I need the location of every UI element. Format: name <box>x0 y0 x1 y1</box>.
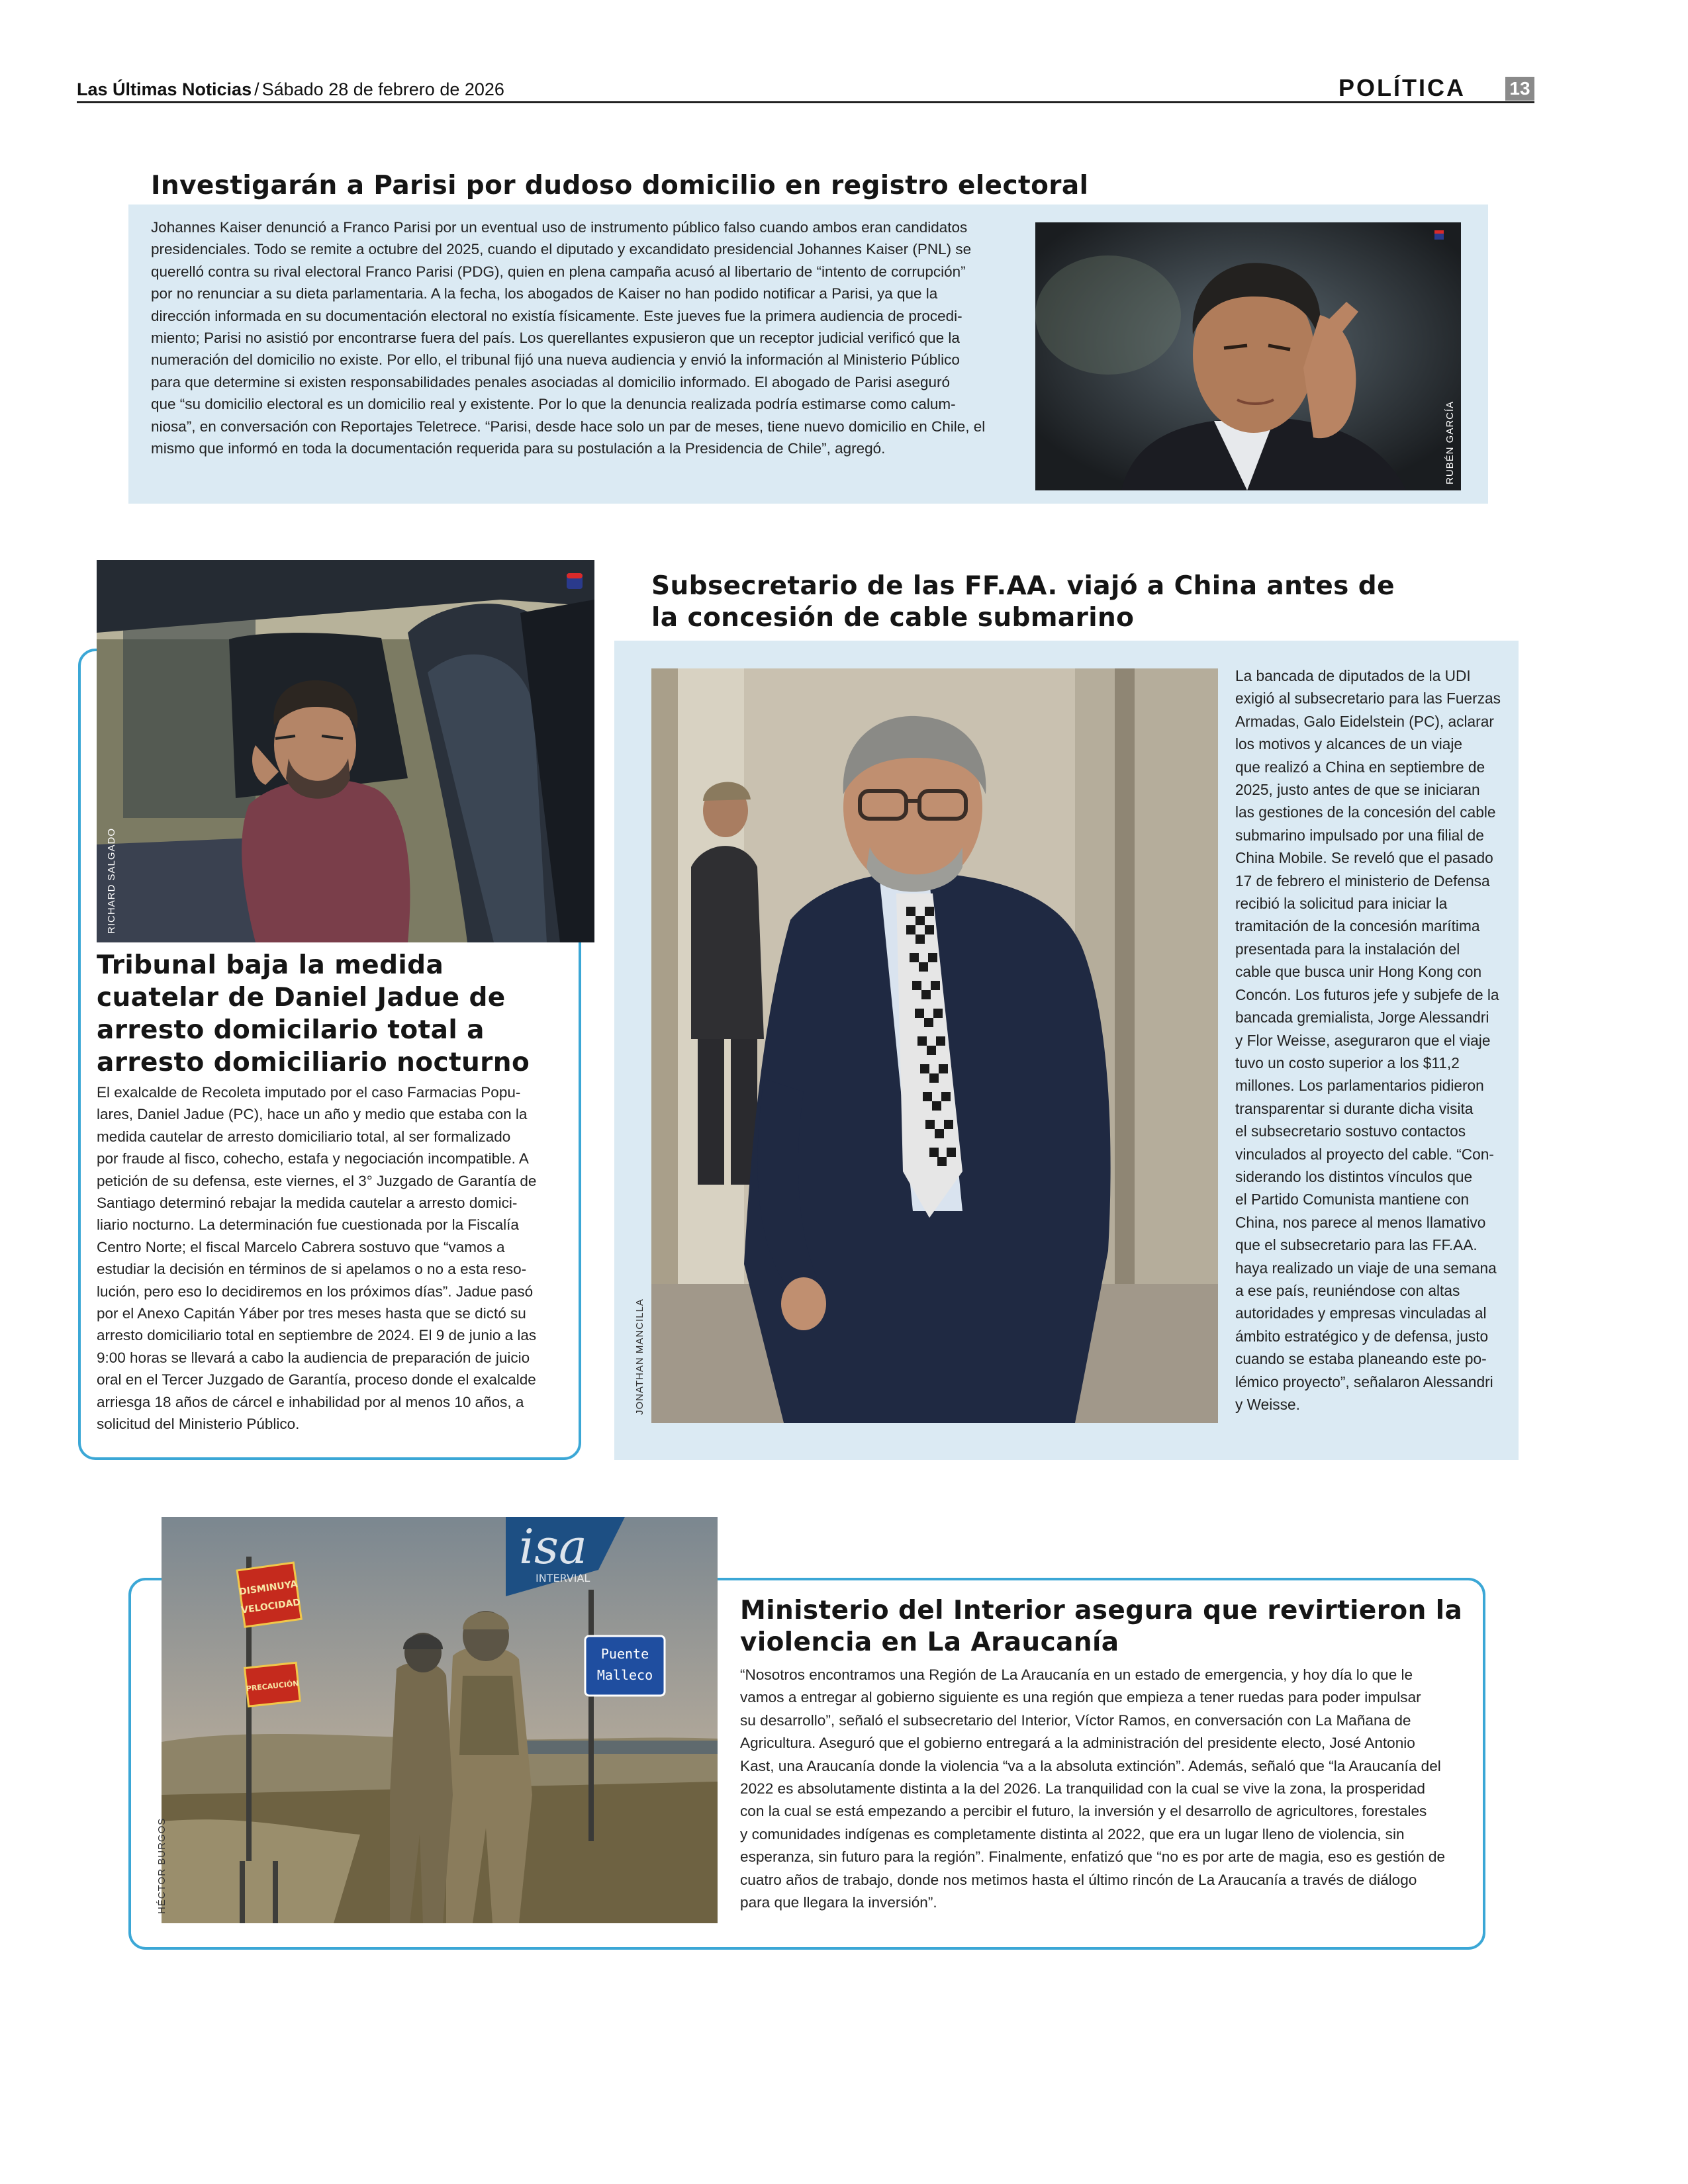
story3-text-line: 2025, justo antes de que se iniciaran <box>1235 781 1480 799</box>
story3-text-line: siderando los distintos vínculos que <box>1235 1167 1473 1185</box>
story3-text-line: que realizó a China en septiembre de <box>1235 758 1485 776</box>
story4-text-line: Agricultura. Aseguró que el gobierno entregará a la administración del presidente electo, José Antonio <box>740 1735 1415 1752</box>
story2-photo-credit: RICHARD SALGADO <box>106 827 117 934</box>
story1-body <box>151 216 1018 459</box>
story3-text-line: China Mobile. Se reveló que el pasado <box>1235 849 1493 867</box>
page-number: 13 <box>1505 77 1534 101</box>
story2-text-line: lución, pero eso lo decidiremos en los próximos días”. Jadue pasó <box>97 1283 534 1300</box>
story2-text-line: por fraude al fisco, cohecho, estafa y negociación incompatible. A <box>97 1150 529 1167</box>
story4-text-line: con la cual se está empezando a percibir el futuro, la inversión y el desarrollo de agricultores, forestales <box>740 1803 1427 1820</box>
story3-headline-line: la concesión de cable submarino <box>651 603 1135 633</box>
story3-text-line: vinculados al proyecto del cable. “Con- <box>1235 1145 1494 1163</box>
story3-text-line: presentada para la instalación del <box>1235 940 1460 958</box>
story4-text-line: su desarrollo”, señaló el subsecretario del Interior, Víctor Ramos, en conversación con La Mañana de <box>740 1711 1411 1729</box>
story1-photo <box>1035 222 1461 490</box>
story3-body <box>1235 664 1512 1416</box>
story3-text-line: y Flor Weisse, aseguraron que el viaje <box>1235 1031 1491 1049</box>
story4-text-line: cuatro años de trabajo, donde nos metimos hasta el último rincón de La Araucanía a través de diálogo <box>740 1871 1417 1888</box>
eidelstein-photo-illustration <box>651 668 1218 1423</box>
story2-text-line: Centro Norte; el fiscal Marcelo Cabrera sostuvo que “vamos a <box>97 1238 505 1255</box>
sign-velocidad: VELOCIDAD <box>240 1597 302 1616</box>
story3-headline-line: Subsecretario de las FF.AA. viajó a China antes de <box>651 571 1395 601</box>
story3-text-line: exigió al subsecretario para las Fuerzas <box>1235 690 1501 707</box>
story2-text-line: liario nocturno. La determinación fue cuestionada por la Fiscalía <box>97 1216 519 1234</box>
story1-text-line: numeración del domicilio no existe. Por ello, el tribunal fijó una nueva audiencia y envió la información al Ministerio Público <box>151 351 960 369</box>
story3-text-line: el subsecretario sostuvo contactos <box>1235 1122 1466 1140</box>
newspaper-name: Las Últimas Noticias <box>77 79 252 99</box>
jadue-car-photo-illustration <box>97 560 594 942</box>
story3-text-line: cable que busca unir Hong Kong con <box>1235 963 1482 981</box>
story4-headline-line: Ministerio del Interior asegura que revirtieron la <box>740 1596 1463 1625</box>
story2-text-line: oral en el Tercer Juzgado de Garantía, proceso donde el exalcalde <box>97 1371 536 1388</box>
story3-text-line: lémico proyecto”, señalaron Alessandri <box>1235 1373 1493 1390</box>
story2-headline-line: arresto domiciliario nocturno <box>97 1048 530 1077</box>
story4-text-line: para que llegara la inversión”. <box>740 1894 937 1911</box>
story2-text-line: 9:00 horas se llevará a cabo la audiencia de preparación de juicio <box>97 1349 530 1366</box>
story1-text-line: miento; Parisi no asistió por encontrarse fuera del país. Los querellantes expusieron que un receptor judicial verificó que la <box>151 330 960 347</box>
kaiser-photo-illustration <box>1035 222 1461 490</box>
story2-body <box>97 1081 573 1435</box>
sign-disminuya: DISMINUYA <box>238 1578 299 1598</box>
story1-text-line: para que determine si existen responsabilidades penales asociadas al domicilio informado. El abogado de Parisi aseguró <box>151 373 950 390</box>
story3-text-line: las gestiones de la concesión del cable <box>1235 803 1496 821</box>
story4-body <box>740 1664 1468 1914</box>
story2-headline-line: Tribunal baja la medida <box>97 950 444 980</box>
story3-text-line: a ese país, reuniéndose con altas <box>1235 1281 1460 1299</box>
story3-text-line: haya realizado un viaje de una semana <box>1235 1259 1497 1277</box>
story4-headline <box>740 1595 1462 1659</box>
story3-text-line: autoridades y empresas vinculadas al <box>1235 1304 1487 1322</box>
story3-text-line: China, nos parece al menos llamativo <box>1235 1213 1486 1231</box>
story1-text-line: que “su domicilio electoral es un domicilio real y existente. Por lo que la denuncia realizada podría estimarse como calum- <box>151 396 956 413</box>
section-title: POLÍTICA <box>1338 74 1466 101</box>
story3-text-line: transparentar si durante dicha visita <box>1235 1099 1474 1117</box>
story3-text-line: 17 de febrero el ministerio de Defensa <box>1235 872 1490 889</box>
story2-text-line: lares, Daniel Jadue (PC), hace un año y medio que estaba con la <box>97 1106 528 1123</box>
story1-text-line: mismo que informó en toda la documentación requerida para su postulación a la Presidencia de Chile”, agregó. <box>151 440 886 457</box>
story1-text-line: dirección informada en su documentación electoral no existía físicamente. Este jueves fue la primera audiencia de procedi- <box>151 307 962 324</box>
story2-photo <box>97 560 594 942</box>
story4-text-line: esperanza, sin futuro para la región”. Finalmente, enfatizó que “no es por arte de magia, eso es gestión de <box>740 1848 1446 1866</box>
story2-text-line: arriesga 18 años de cárcel e inhabilidad por al menos 10 años, a <box>97 1393 524 1410</box>
story3-text-line: Armadas, Galo Eidelstein (PC), aclarar <box>1235 712 1494 730</box>
story3-text-line: bancada gremialista, Jorge Alessandri <box>1235 1009 1489 1026</box>
masthead <box>77 79 504 100</box>
story3-text-line: los motivos y alcances de un viaje <box>1235 735 1463 753</box>
sign-malleco: Malleco <box>596 1667 653 1683</box>
story1-headline: Investigarán a Parisi por dudoso domicilio en registro electoral <box>151 171 1089 201</box>
issue-date: Sábado 28 de febrero de 2026 <box>261 79 504 99</box>
story3-text-line: cuando se estaba planeando este po- <box>1235 1350 1487 1368</box>
story3-text-line: submarino impulsado por una filial de <box>1235 826 1484 844</box>
story2-text-line: petición de su defensa, este viernes, el 3° Juzgado de Garantía de <box>97 1172 537 1189</box>
story3-text-line: el Partido Comunista mantiene con <box>1235 1191 1470 1208</box>
story2-text-line: solicitud del Ministerio Público. <box>97 1416 300 1433</box>
story4-text-line: y comunidades indígenas es completamente distinta al 2022, que era un lugar lleno de violencia, sin <box>740 1825 1405 1843</box>
story2-text-line: Santiago determinó rebajar la medida cautelar a arresto domici- <box>97 1195 518 1212</box>
sign-precaucion: PRECAUCIÓN <box>246 1679 300 1694</box>
story2-text-line: El exalcalde de Recoleta imputado por el caso Farmacias Popu- <box>97 1084 521 1101</box>
header-slash: / <box>254 79 259 99</box>
story1-text-line: niosa”, en conversación con Reportajes Teletrece. “Parisi, desde hace solo un par de meses, tiene nuevo domicilio en Chile, el <box>151 418 986 435</box>
story2-text-line: arresto domiciliario total en septiembre de 2024. El 9 de junio a las <box>97 1327 537 1344</box>
sign-puente: Puente <box>600 1646 649 1662</box>
story4-text-line: Kast, una Araucanía donde la violencia “va a la absoluta extinción”. Además, señaló que “la Araucanía del <box>740 1757 1441 1774</box>
story4-text-line: 2022 es absolutamente distinta a la del 2026. La tranquilidad con la cual se vive la zona, la prosperidad <box>740 1780 1425 1797</box>
story1-text-line: por no renunciar a su dieta parlamentaria. A la fecha, los abogados de Kaiser no han podido notificar a Parisi, ya que la <box>151 285 938 302</box>
story3-photo-credit: JONATHAN MANCILLA <box>634 1298 645 1415</box>
story4-text-line: “Nosotros encontramos una Región de La Araucanía en un estado de emergencia, y hoy día lo que le <box>740 1666 1413 1683</box>
billboard-text: INTERVIAL <box>536 1572 590 1584</box>
story3-text-line: y Weisse. <box>1235 1396 1300 1413</box>
story3-text-line: que el subsecretario para las FF.AA. <box>1235 1236 1477 1254</box>
story2-text-line: por el Anexo Capitán Yáber por tres meses hasta que se dictó su <box>97 1305 526 1322</box>
story3-text-line: recibió la solicitud para iniciar la <box>1235 895 1448 913</box>
story1-text-line: Johannes Kaiser denunció a Franco Parisi por un eventual uso de instrumento público falso cuando ambos eran candidatos <box>151 219 968 236</box>
story3-text-line: ámbito estratégico y de defensa, justo <box>1235 1327 1489 1345</box>
story3-text-line: tramitación de la concesión marítima <box>1235 917 1480 935</box>
story2-text-line: estudiar la decisión en términos de si apelamos o no a esta reso- <box>97 1261 527 1278</box>
story3-text-line: tuvo un costo superior a los $11,2 <box>1235 1054 1460 1071</box>
story1-text-line: presidenciales. Todo se remite a octubre del 2025, cuando el diputado y excandidato presidencial Johannes Kaiser (PNL) se <box>151 241 972 258</box>
story2-text-line: medida cautelar de arresto domiciliario total, al ser formalizado <box>97 1128 511 1145</box>
story3-text-line: La bancada de diputados de la UDI <box>1235 667 1471 684</box>
billboard-logo: isa <box>519 1519 587 1574</box>
story2-headline <box>97 949 573 1079</box>
story2-headline-line: cuatelar de Daniel Jadue de <box>97 983 506 1013</box>
story3-text-line: millones. Los parlamentarios pidieron <box>1235 1077 1484 1095</box>
story4-headline-line: violencia en La Araucanía <box>740 1627 1119 1657</box>
story3-photo <box>634 668 1218 1423</box>
story1-photo-credit: RUBÉN GARCÍA <box>1444 400 1456 484</box>
story1-text-line: querelló contra su rival electoral Franco Parisi (PDG), quien en plena campaña acusó al libertario de “intento de corrupción” <box>151 263 966 280</box>
story4-photo <box>156 1517 718 1923</box>
araucania-photo-illustration <box>162 1517 718 1923</box>
story4-text-line: vamos a entregar al gobierno siguiente es una región que empieza a tener ruedas para poder impulsar <box>740 1689 1421 1706</box>
story3-headline <box>651 570 1395 634</box>
header-rule <box>77 101 1534 103</box>
story4-photo-credit: HÉCTOR BURGOS <box>156 1817 167 1914</box>
story3-text-line: Concón. Los futuros jefe y subjefe de la <box>1235 985 1499 1003</box>
story2-headline-line: arresto domicilario total a <box>97 1015 485 1045</box>
